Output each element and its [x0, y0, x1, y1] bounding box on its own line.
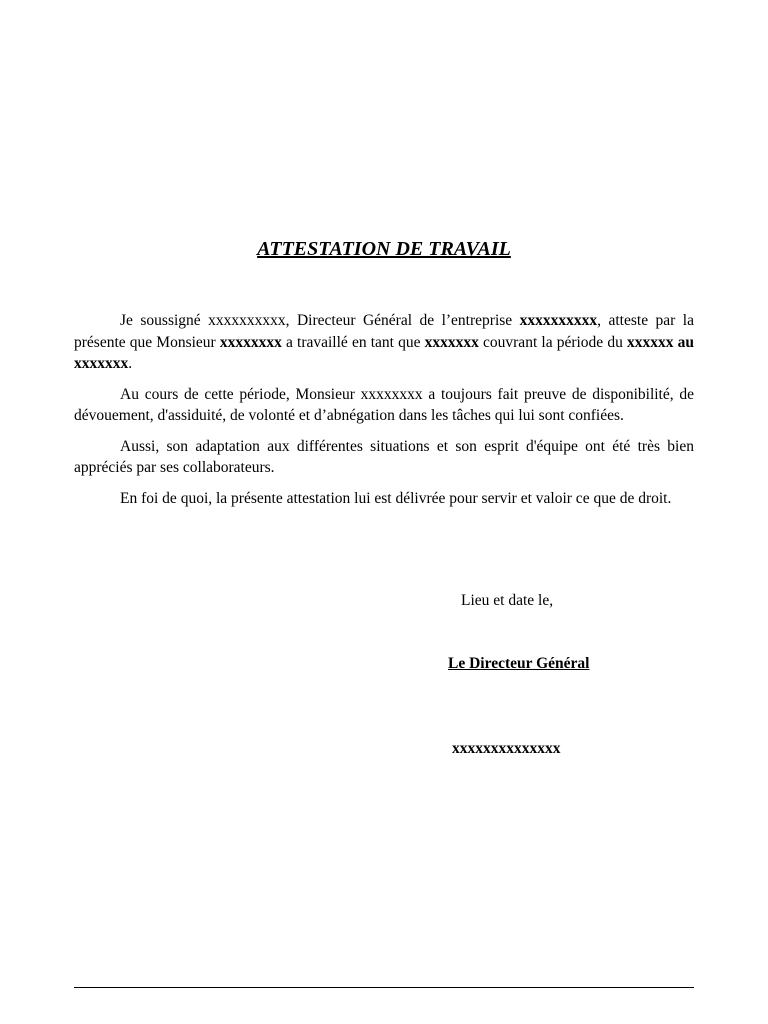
intro-text-1: Je soussigné xxxxxxxxxx, Directeur Général de l’entreprise — [120, 312, 520, 329]
paragraph-closing: En foi de quoi, la présente attestation lui est délivrée pour servir et valoir ce que de droit. — [120, 489, 672, 507]
employee-name: xxxxxxxx — [219, 333, 282, 351]
intro-text-5: . — [128, 355, 133, 372]
footer-divider — [74, 987, 694, 988]
intro-text-3: a travaillé en tant que — [281, 333, 425, 351]
signatory-title: Le Directeur Général — [448, 655, 590, 672]
employee-position: xxxxxxx — [424, 333, 479, 351]
place-date: Lieu et date le, — [461, 592, 554, 609]
paragraph-qualities: Au cours de cette période, Monsieur xxxxxxxx a toujours fait preuve de disponibilité, de dévouement, d'assiduité, de volonté et d’abnégation dans les tâches qui lui sont confiées. — [74, 385, 694, 424]
employment-period: xxxxxx au xxxxxxx — [74, 333, 694, 372]
company-name: xxxxxxxxxx — [519, 312, 598, 329]
document-body — [74, 310, 694, 518]
intro-text-4: couvrant la période du — [478, 333, 627, 351]
signatory-name: xxxxxxxxxxxxxx — [452, 740, 561, 757]
document-title: ATTESTATION DE TRAVAIL — [257, 238, 511, 260]
paragraph-intro — [74, 310, 694, 375]
intro-text-2: , atteste par la présente que Monsieur — [74, 312, 694, 351]
paragraph-teamwork: Aussi, son adaptation aux différentes situations et son esprit d'équipe ont été très bien appréciés par ses collaborateurs. — [74, 437, 694, 476]
